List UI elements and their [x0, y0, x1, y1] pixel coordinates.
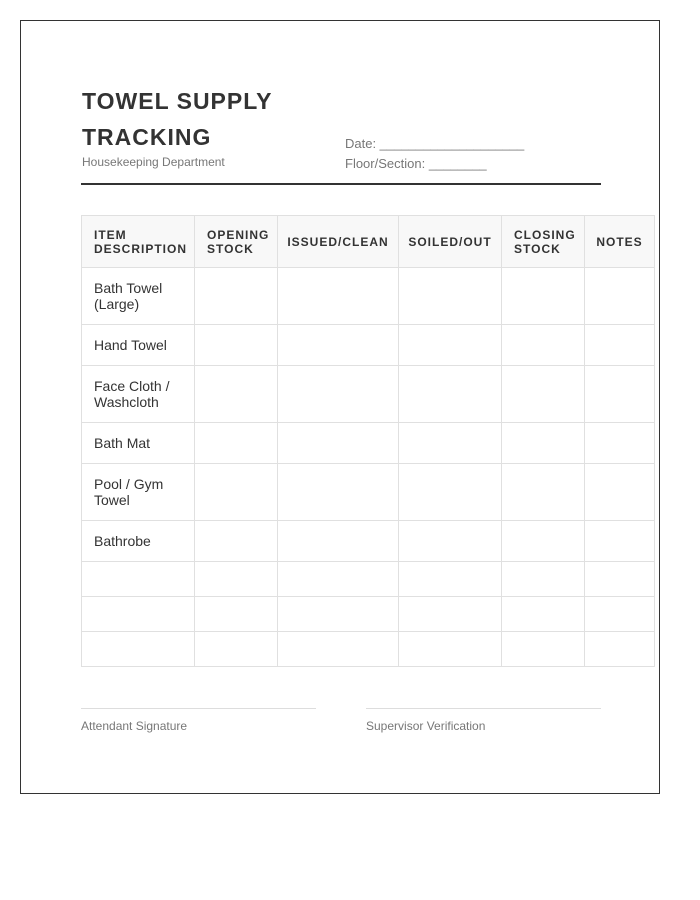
- notes-cell[interactable]: [585, 325, 655, 366]
- closing-stock-cell[interactable]: [502, 562, 585, 597]
- floor-section-field: Floor/Section: ________: [345, 156, 487, 171]
- item-description-cell[interactable]: [82, 632, 195, 667]
- closing-stock-cell[interactable]: [502, 632, 585, 667]
- notes-cell[interactable]: [585, 521, 655, 562]
- date-field: Date: ____________________: [345, 136, 525, 151]
- tracking-sheet: [20, 20, 660, 794]
- table-header-row: [82, 216, 655, 268]
- issued-clean-cell[interactable]: [278, 562, 399, 597]
- notes-cell[interactable]: [585, 268, 655, 325]
- column-header-opening-stock: OPENING STOCK: [195, 216, 278, 268]
- issued-clean-cell[interactable]: [278, 366, 399, 423]
- opening-stock-cell[interactable]: [195, 325, 278, 366]
- item-description-cell: Hand Towel: [82, 325, 195, 366]
- issued-clean-cell[interactable]: [278, 632, 399, 667]
- soiled-out-cell[interactable]: [399, 423, 502, 464]
- table-row: [82, 423, 655, 464]
- supply-table: [81, 215, 655, 667]
- opening-stock-cell[interactable]: [195, 268, 278, 325]
- soiled-out-cell[interactable]: [399, 521, 502, 562]
- issued-clean-cell[interactable]: [278, 423, 399, 464]
- soiled-out-cell[interactable]: [399, 562, 502, 597]
- notes-cell[interactable]: [585, 562, 655, 597]
- item-description-cell[interactable]: [82, 562, 195, 597]
- notes-cell[interactable]: [585, 632, 655, 667]
- item-description-cell: Pool / Gym Towel: [82, 464, 195, 521]
- attendant-signature-line[interactable]: [81, 708, 316, 709]
- closing-stock-cell[interactable]: [502, 268, 585, 325]
- supervisor-verification-line[interactable]: [366, 708, 601, 709]
- table-row: [82, 632, 655, 667]
- closing-stock-cell[interactable]: [502, 325, 585, 366]
- closing-stock-cell[interactable]: [502, 521, 585, 562]
- opening-stock-cell[interactable]: [195, 464, 278, 521]
- table-row: [82, 268, 655, 325]
- attendant-signature-label: Attendant Signature: [81, 719, 188, 733]
- column-header-notes: NOTES: [585, 216, 655, 268]
- soiled-out-cell[interactable]: [399, 632, 502, 667]
- soiled-out-cell[interactable]: [399, 597, 502, 632]
- issued-clean-cell[interactable]: [278, 325, 399, 366]
- opening-stock-cell[interactable]: [195, 562, 278, 597]
- table-row: [82, 521, 655, 562]
- column-header-item-description: ITEM DESCRIPTION: [82, 216, 195, 268]
- soiled-out-cell[interactable]: [399, 268, 502, 325]
- soiled-out-cell[interactable]: [399, 464, 502, 521]
- item-description-cell[interactable]: [82, 597, 195, 632]
- opening-stock-cell[interactable]: [195, 366, 278, 423]
- item-description-cell: Bath Mat: [82, 423, 195, 464]
- notes-cell[interactable]: [585, 423, 655, 464]
- opening-stock-cell[interactable]: [195, 423, 278, 464]
- opening-stock-cell[interactable]: [195, 632, 278, 667]
- page-title: TOWEL SUPPLY TRACKING: [82, 88, 273, 150]
- header-divider: [81, 183, 601, 185]
- closing-stock-cell[interactable]: [502, 597, 585, 632]
- soiled-out-cell[interactable]: [399, 325, 502, 366]
- issued-clean-cell[interactable]: [278, 521, 399, 562]
- issued-clean-cell[interactable]: [278, 464, 399, 521]
- supervisor-verification-label: Supervisor Verification: [366, 719, 486, 733]
- column-header-issued-clean: ISSUED/CLEAN: [278, 216, 399, 268]
- table-row: [82, 597, 655, 632]
- department-subtitle: Housekeeping Department: [82, 155, 225, 169]
- notes-cell[interactable]: [585, 366, 655, 423]
- table-row: [82, 464, 655, 521]
- opening-stock-cell[interactable]: [195, 597, 278, 632]
- closing-stock-cell[interactable]: [502, 423, 585, 464]
- item-description-cell: Bathrobe: [82, 521, 195, 562]
- item-description-cell: Bath Towel (Large): [82, 268, 195, 325]
- table-row: [82, 562, 655, 597]
- table-row: [82, 366, 655, 423]
- issued-clean-cell[interactable]: [278, 268, 399, 325]
- issued-clean-cell[interactable]: [278, 597, 399, 632]
- item-description-cell: Face Cloth / Washcloth: [82, 366, 195, 423]
- column-header-closing-stock: CLOSING STOCK: [502, 216, 585, 268]
- closing-stock-cell[interactable]: [502, 366, 585, 423]
- opening-stock-cell[interactable]: [195, 521, 278, 562]
- table-row: [82, 325, 655, 366]
- notes-cell[interactable]: [585, 597, 655, 632]
- notes-cell[interactable]: [585, 464, 655, 521]
- soiled-out-cell[interactable]: [399, 366, 502, 423]
- closing-stock-cell[interactable]: [502, 464, 585, 521]
- column-header-soiled-out: SOILED/OUT: [399, 216, 502, 268]
